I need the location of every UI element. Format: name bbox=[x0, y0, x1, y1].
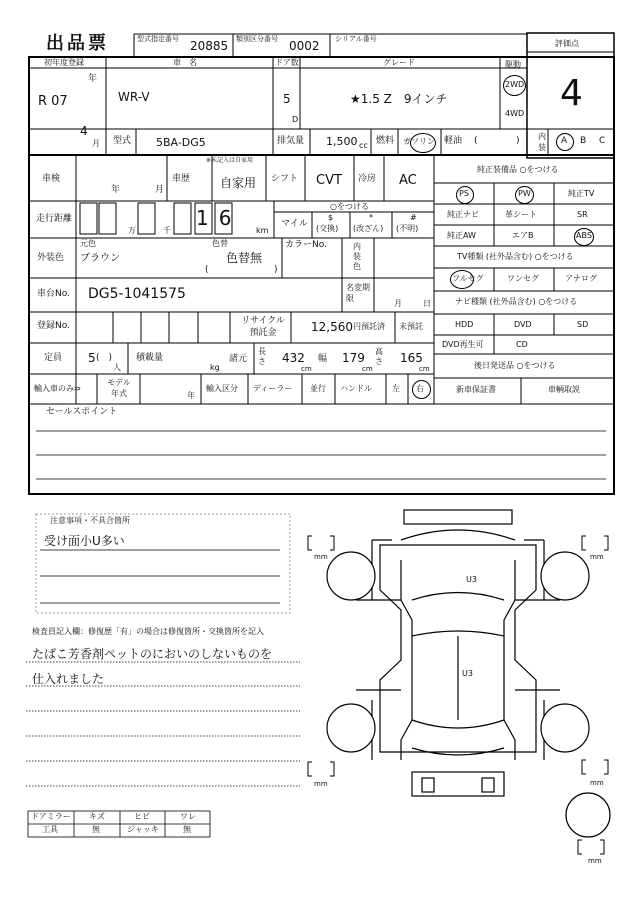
recycle-suffix: 円預託済 bbox=[353, 322, 385, 331]
drive-2wd: 2WD bbox=[505, 80, 525, 89]
legend-header-hibi: ヒビ bbox=[134, 812, 150, 821]
caution-value: 受け面小U多い bbox=[44, 534, 125, 548]
shift-label: シフト bbox=[271, 174, 299, 184]
category-label: 類別区分番号 bbox=[236, 35, 278, 43]
doors-sub: D bbox=[292, 115, 299, 124]
tv-oneseg: ワンセグ bbox=[507, 274, 539, 283]
mileage-label: 走行距離 bbox=[36, 214, 73, 224]
later-warranty: 新車保証書 bbox=[456, 385, 496, 394]
name-change-label: 名変期限 bbox=[346, 283, 370, 303]
mm-label-spare: mm bbox=[588, 857, 602, 865]
equipment-sr: SR bbox=[577, 210, 588, 219]
light-oil-paren-close: ) bbox=[516, 136, 520, 146]
mile-label: マイル bbox=[281, 219, 308, 229]
legend-jack-value: 無 bbox=[183, 825, 191, 834]
caution-label: 注意事項・不具合箇所 bbox=[50, 516, 130, 525]
serial-label: シリアル番号 bbox=[335, 35, 377, 43]
left-label: 左 bbox=[392, 384, 400, 393]
width-label: 幅 bbox=[318, 354, 328, 364]
shaken-month: 月 bbox=[155, 185, 165, 195]
doors-label: ドア数 bbox=[275, 58, 299, 67]
ac-label: 冷房 bbox=[358, 174, 377, 184]
car-name-label: 車 名 bbox=[173, 58, 197, 67]
doors-value: 5 bbox=[283, 92, 291, 106]
grade-label: グレード bbox=[383, 58, 415, 67]
capacity-label: 定員 bbox=[44, 353, 63, 363]
light-oil-label: 軽油 bbox=[444, 136, 463, 146]
shaken-label: 車検 bbox=[42, 174, 61, 184]
mm-label-fr: mm bbox=[590, 553, 604, 561]
grade-value: ★1.5 Z 9インチ bbox=[350, 92, 448, 106]
interior-a: A bbox=[561, 136, 568, 146]
cd-label: CD bbox=[516, 340, 528, 349]
month-unit: 月 bbox=[92, 139, 100, 148]
chassis-label: 車台No. bbox=[37, 289, 70, 299]
drive-4wd: 4WD bbox=[505, 109, 525, 118]
registration-label: 登録No. bbox=[37, 321, 70, 331]
navi-hdd: HDD bbox=[455, 320, 474, 329]
model-value: 5BA-DG5 bbox=[156, 136, 206, 149]
equipment-airbag: エアB bbox=[512, 231, 534, 240]
displacement-value: 1,500 bbox=[326, 135, 358, 148]
inspector-line2: 仕入れました bbox=[32, 672, 105, 686]
right-label: 右 bbox=[416, 384, 424, 393]
fuel-value: ガソリン bbox=[403, 137, 435, 146]
circle-note: ○をつける bbox=[330, 202, 369, 211]
capacity-unit: 人 bbox=[113, 363, 121, 372]
ac-value: AC bbox=[399, 173, 417, 188]
mm-label-rl: mm bbox=[314, 780, 328, 788]
mileage-km: km bbox=[256, 226, 269, 235]
legend-header-ware: ワレ bbox=[180, 812, 196, 821]
length-label: 長さ bbox=[258, 347, 266, 366]
first-reg-month: 4 bbox=[80, 124, 88, 138]
model-designation-label: 型式指定番号 bbox=[137, 35, 179, 43]
load-unit: kg bbox=[210, 363, 220, 372]
handle-label: ハンドル bbox=[340, 384, 372, 393]
equipment-pw: PW bbox=[518, 189, 531, 198]
navi-title: ナビ種類 (社外品含む) ○をつける bbox=[455, 297, 578, 306]
displacement-unit: cc bbox=[359, 141, 368, 150]
legend-tools-value: 無 bbox=[92, 825, 100, 834]
equipment-abs: ABS bbox=[576, 231, 592, 240]
recycle-label: リサイクル預託金 bbox=[241, 316, 285, 338]
repaint-label: 色替 bbox=[212, 239, 228, 248]
equipment-tv: 純正TV bbox=[568, 189, 595, 198]
chassis-value: DG5-1041575 bbox=[88, 286, 186, 302]
recycle-value: 12,560 bbox=[311, 320, 353, 334]
name-change-day: 日 bbox=[423, 299, 431, 308]
mm-label-fl: mm bbox=[314, 553, 328, 561]
import-year-unit: 年 bbox=[187, 391, 195, 400]
parallel-label: 並行 bbox=[310, 384, 326, 393]
legend-tools-label: 工具 bbox=[42, 825, 58, 834]
sales-point-label: セールスポイント bbox=[46, 407, 118, 417]
model-label: 型式 bbox=[113, 136, 132, 146]
width-value: 179 bbox=[342, 351, 365, 365]
category-value: 0002 bbox=[289, 39, 320, 53]
form-title: 出品票 bbox=[46, 33, 109, 54]
star-symbol: * bbox=[369, 213, 373, 222]
navi-sd: SD bbox=[577, 320, 589, 329]
car-name-value: WR-V bbox=[118, 90, 150, 104]
dvd-play-label: DVD再生可 bbox=[442, 340, 484, 349]
score-value: 4 bbox=[560, 73, 583, 114]
inspector-line1: たばこ芳香剤ペットのにおいのしないものを bbox=[32, 647, 273, 661]
height-label: 高さ bbox=[375, 347, 383, 366]
capacity-value: 5 bbox=[88, 351, 96, 365]
damage-mark-hood: U3 bbox=[466, 575, 477, 584]
equipment-leather: 革シート bbox=[505, 210, 537, 219]
width-cm: cm bbox=[362, 365, 373, 373]
tv-title: TV種類 (社外品含む) ○をつける bbox=[457, 252, 574, 261]
year-unit: 年 bbox=[88, 74, 98, 84]
original-color-value: ブラウン bbox=[80, 253, 120, 264]
exterior-label: 外装色 bbox=[37, 253, 65, 263]
equipment-title: 純正装備品 ○をつける bbox=[477, 165, 559, 174]
damage-mark-roof: U3 bbox=[462, 669, 473, 678]
legend-header-mirror: ドアミラー bbox=[31, 812, 71, 821]
score-label: 評価点 bbox=[555, 39, 579, 48]
equipment-navi: 純正ナビ bbox=[447, 210, 479, 219]
import-only-label: 輸入車のみ⇒ bbox=[34, 384, 81, 393]
color-no-label: カラーNo. bbox=[285, 240, 327, 250]
fuel-label: 燃料 bbox=[376, 136, 395, 146]
interior-c: C bbox=[599, 136, 606, 146]
navi-dvd: DVD bbox=[514, 320, 532, 329]
displacement-label: 排気量 bbox=[277, 136, 305, 146]
repaint-paren-close: ) bbox=[274, 265, 278, 275]
first-reg-label: 初年度登録 bbox=[44, 58, 84, 67]
legend-header-kizu: キズ bbox=[89, 812, 105, 821]
length-cm: cm bbox=[301, 365, 312, 373]
model-designation-value: 20885 bbox=[190, 39, 229, 53]
mm-label-rr: mm bbox=[590, 779, 604, 787]
unpaid-label: 未預託 bbox=[399, 322, 423, 331]
history-label: 車歴 bbox=[172, 174, 191, 184]
dims-label: 諸元 bbox=[229, 354, 248, 364]
star-note: (改ざん) bbox=[353, 224, 384, 233]
capacity-paren: ( ) bbox=[96, 353, 113, 363]
interior-color-label: 内装色 bbox=[353, 242, 361, 271]
tv-analog: アナログ bbox=[565, 274, 597, 283]
dealer-label: ディーラー bbox=[253, 384, 293, 393]
repaint-value: 色替無 bbox=[226, 251, 263, 265]
name-change-month: 月 bbox=[394, 299, 402, 308]
first-reg-year: R 07 bbox=[38, 94, 68, 109]
later-title: 後日発送品 ○をつける bbox=[474, 361, 556, 370]
inspector-label: 検査員記入欄：修復歴「有」の場合は修復箇所・交換箇所を記入 bbox=[32, 627, 264, 636]
hash-note: (不明) bbox=[396, 224, 419, 233]
equipment-ps: PS bbox=[459, 189, 469, 198]
repaint-paren-open: ( bbox=[205, 265, 209, 275]
length-value: 432 bbox=[282, 351, 305, 365]
shaken-year: 年 bbox=[111, 185, 121, 195]
interior-b: B bbox=[580, 136, 587, 146]
shift-value: CVT bbox=[316, 173, 342, 188]
legend-jack-label: ジャッキ bbox=[127, 825, 159, 834]
mileage-value: 16 bbox=[196, 206, 242, 230]
light-oil-paren-open: ( bbox=[474, 136, 478, 146]
import-cat-label: 輸入区分 bbox=[206, 384, 238, 393]
later-manual: 車輌取説 bbox=[548, 385, 580, 394]
drive-label: 駆動 bbox=[505, 60, 521, 69]
hash-symbol: # bbox=[410, 213, 417, 222]
mileage-man: 万 bbox=[128, 226, 136, 235]
height-cm: cm bbox=[419, 365, 430, 373]
load-label: 積載量 bbox=[136, 353, 164, 363]
interior-label: 内装 bbox=[538, 132, 546, 152]
tv-fullseg: フルセグ bbox=[452, 274, 484, 283]
private-note: ※未記入は自家用 bbox=[206, 157, 254, 164]
height-value: 165 bbox=[400, 351, 423, 365]
original-color-label: 元色 bbox=[80, 239, 96, 248]
dollar-note: (交換) bbox=[316, 224, 339, 233]
car-diagram bbox=[356, 510, 560, 796]
model-year-label: モデル年式 bbox=[107, 378, 131, 398]
dollar-symbol: $ bbox=[328, 213, 334, 222]
mileage-sen: 千 bbox=[163, 226, 171, 235]
equipment-aw: 純正AW bbox=[447, 231, 476, 240]
history-value: 自家用 bbox=[220, 176, 257, 190]
